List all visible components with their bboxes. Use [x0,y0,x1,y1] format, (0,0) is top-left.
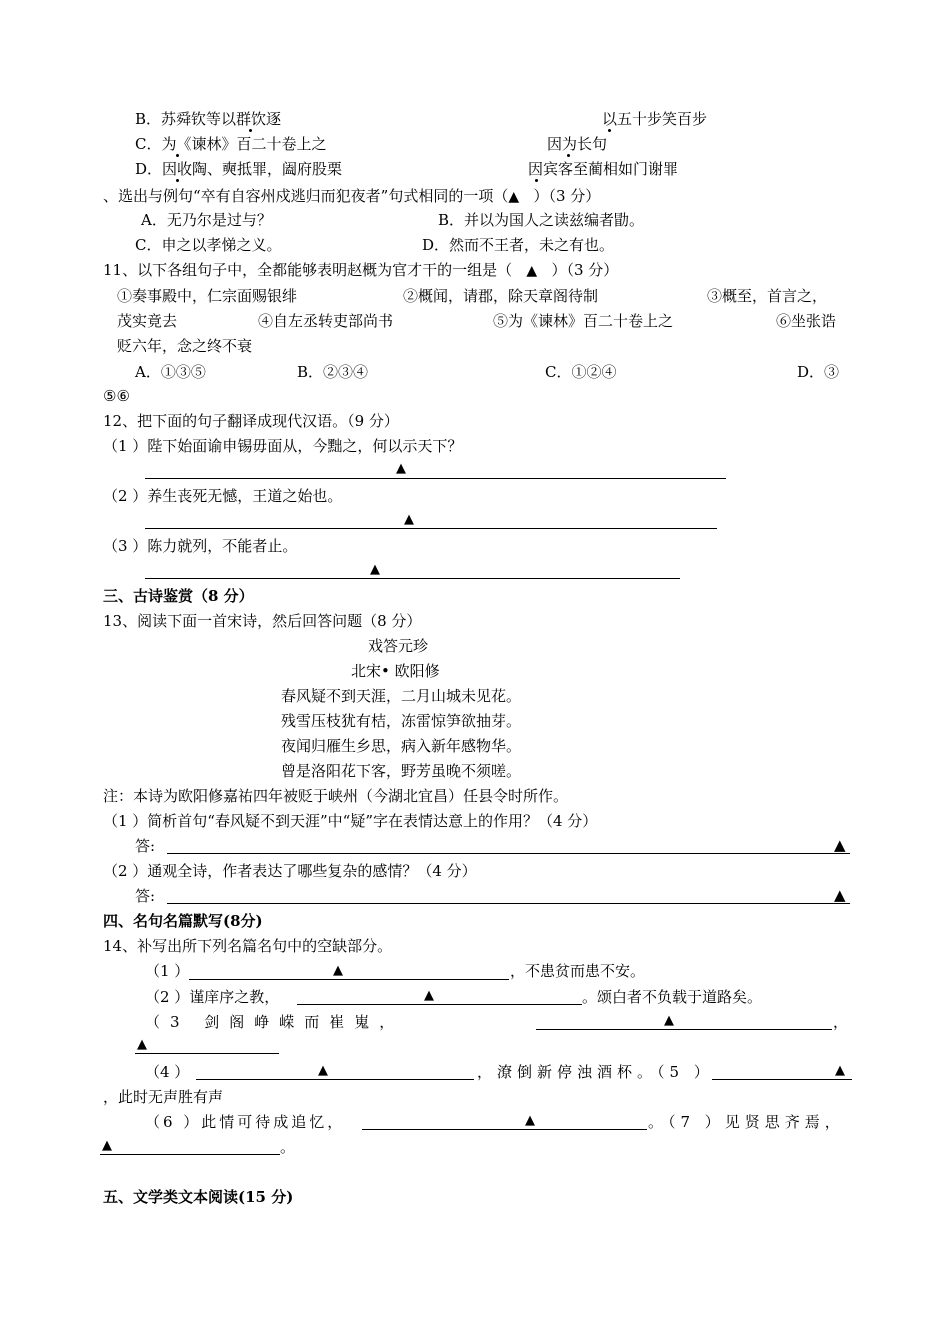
answer-triangle: ▲ [102,1138,112,1153]
q9-option-b-compare: 以五十步笑百步 [602,110,708,128]
q11-option-d-cont: ⑤⑥ [103,387,130,405]
emphasis-dot [535,179,538,182]
blank-line [536,1029,832,1030]
q12-stem: 12、把下面的句子翻译成现代汉语。（9 分） [103,412,399,430]
q11-option-c: C．①②④ [545,363,617,381]
q11-item-1: ①奏事殿中，仁宗面赐银绯 [117,287,298,305]
blank-line [362,1129,647,1130]
fill-6-label: （6 ）此情可待成追忆， [145,1113,346,1131]
blank-line [196,1079,474,1080]
fill-4-label: （4 ） [145,1063,190,1081]
answer-label: 答: [135,837,156,855]
poem-line-2: 残雪压枝犹有桔，冻雷惊笋欲抽芽。 [281,712,522,730]
answer-line [167,853,850,854]
poem-line-3: 夜闻归雁生乡思，病入新年感物华。 [281,737,522,755]
q11-item-5: ⑤为《谏林》百二十卷上之 [493,312,674,330]
answer-triangle: ▲ [137,1037,147,1052]
answer-triangle: ▲ [526,263,538,279]
section-5-heading: 五、文学类文本阅读(15 分) [103,1188,294,1206]
blank-line [135,1053,279,1054]
answer-triangle: ▲ [370,562,380,577]
fill-3-label: （3 剑阁峥嵘而崔嵬， [145,1013,405,1031]
answer-triangle: ▲ [318,1063,328,1078]
q11-option-d: D．③ [797,363,840,381]
q11-item-4: ④自左丞转吏部尚书 [258,312,394,330]
q9-option-d-compare: 因宾客至蔺相如门谢罪 [528,160,679,178]
answer-label: 答: [135,887,156,905]
fill-3-comma: ， [833,1013,849,1031]
answer-triangle: ▲ [835,1063,845,1078]
emphasis-dot [567,154,570,157]
q10-stem: 、选出与例句“卒有自容州戍逃归而犯夜者”句式相同的一项（▲ ）（3 分） [103,187,601,205]
poem-line-4: 曾是洛阳花下客，野芳虽晚不须嗟。 [281,762,522,780]
q9-option-c: C．为《谏林》百二十卷上之 [135,135,327,153]
fill-7-text: 。 [280,1138,296,1156]
q10-option-d: D．然而不王者，未之有也。 [422,236,615,254]
fill-5-text: ，此时无声胜有声 [103,1088,224,1106]
q13-stem: 13、阅读下面一首宋诗，然后回答问题（8 分） [103,612,422,630]
blank-line [189,979,509,980]
answer-triangle: ▲ [525,1113,535,1128]
q11-item-3: ③概至，首言之， [707,287,828,305]
q9-option-c-compare: 因为长句 [547,135,608,153]
emphasis-dot [608,129,611,132]
fill-2-label: （2 ）谨庠序之教， [145,988,280,1006]
poem-line-1: 春风疑不到天涯，二月山城未见花。 [281,687,522,705]
answer-line [145,528,717,529]
answer-triangle: ▲ [834,886,846,904]
emphasis-dot [176,179,179,182]
answer-triangle: ▲ [424,988,434,1003]
q11-item-2: ②概闻，请郡，除天章阁待制 [403,287,599,305]
section-3-heading: 三、古诗鉴赏（8 分） [103,587,254,605]
q13-sub-2: （2 ）通观全诗，作者表达了哪些复杂的感情？（4 分） [103,862,477,880]
q14-stem: 14、补写出所下列名篇名句中的空缺部分。 [103,937,393,955]
q12-sentence-1: （1 ）陛下始面谕申锡毋面从，今黜之，何以示天下？ [103,437,463,455]
answer-line [167,903,850,904]
fill-2-text: 。颂白者不负载于道路矣。 [582,988,763,1006]
poem-title: 戏答元珍 [368,637,429,655]
q11-option-a: A．①③⑤ [135,363,206,381]
q12-sentence-2: （2 ）养生丧死无憾，王道之始也。 [103,487,343,505]
answer-triangle: ▲ [834,836,846,854]
blank-line [297,1004,582,1005]
q12-sentence-3: （3 ）陈力就列，不能者止。 [103,537,298,555]
answer-triangle: ▲ [508,189,520,205]
poem-note: 注：本诗为欧阳修嘉祐四年被贬于峡州（今湖北宜昌）任县令时所作。 [103,787,569,805]
q11-item-6: ⑥坐张诰 [776,312,837,330]
fill-1-label: （1 ） [145,962,190,980]
poem-author: 北宋• 欧阳修 [351,662,440,680]
answer-triangle: ▲ [664,1013,674,1028]
emphasis-dot [249,129,252,132]
q9-option-d: D．因收陶、奭抵罪，阖府股栗 [135,160,343,178]
section-4-heading: 四、名句名篇默写(8分) [103,912,263,930]
q13-sub-1: （1 ）简析首句“春风疑不到天涯”中“疑”字在表情达意上的作用？（4 分） [103,812,598,830]
q10-option-a: A．无乃尔是过与？ [141,211,272,229]
q11-item-6-cont: 贬六年，念之终不衰 [117,337,253,355]
blank-line [100,1154,280,1155]
blank-line [712,1079,852,1080]
emphasis-dot [176,154,179,157]
q11-item-3-cont: 茂实竟去 [117,312,178,330]
fill-6-text: 。（7 ）见贤思齐焉， [648,1113,845,1131]
q11-option-b: B．②③④ [297,363,369,381]
q10-option-c: C．申之以孝悌之义。 [135,236,282,254]
answer-triangle: ▲ [404,512,414,527]
answer-triangle: ▲ [333,963,343,978]
q10-option-b: B．并以为国人之读兹编者勖。 [438,211,645,229]
answer-line [145,478,726,479]
answer-triangle: ▲ [396,461,406,476]
answer-line [145,578,680,579]
q11-stem: 11、以下各组句子中，全都能够表明赵概为官才干的一组是（ ▲ ）（3 分） [103,261,619,279]
fill-4-text: ，潦倒新停浊酒杯。（5 ） [477,1063,714,1081]
q9-option-b: B．苏舜钦等以群饮逐 [135,110,282,128]
fill-1-text: ，不患贫而患不安。 [510,962,646,980]
